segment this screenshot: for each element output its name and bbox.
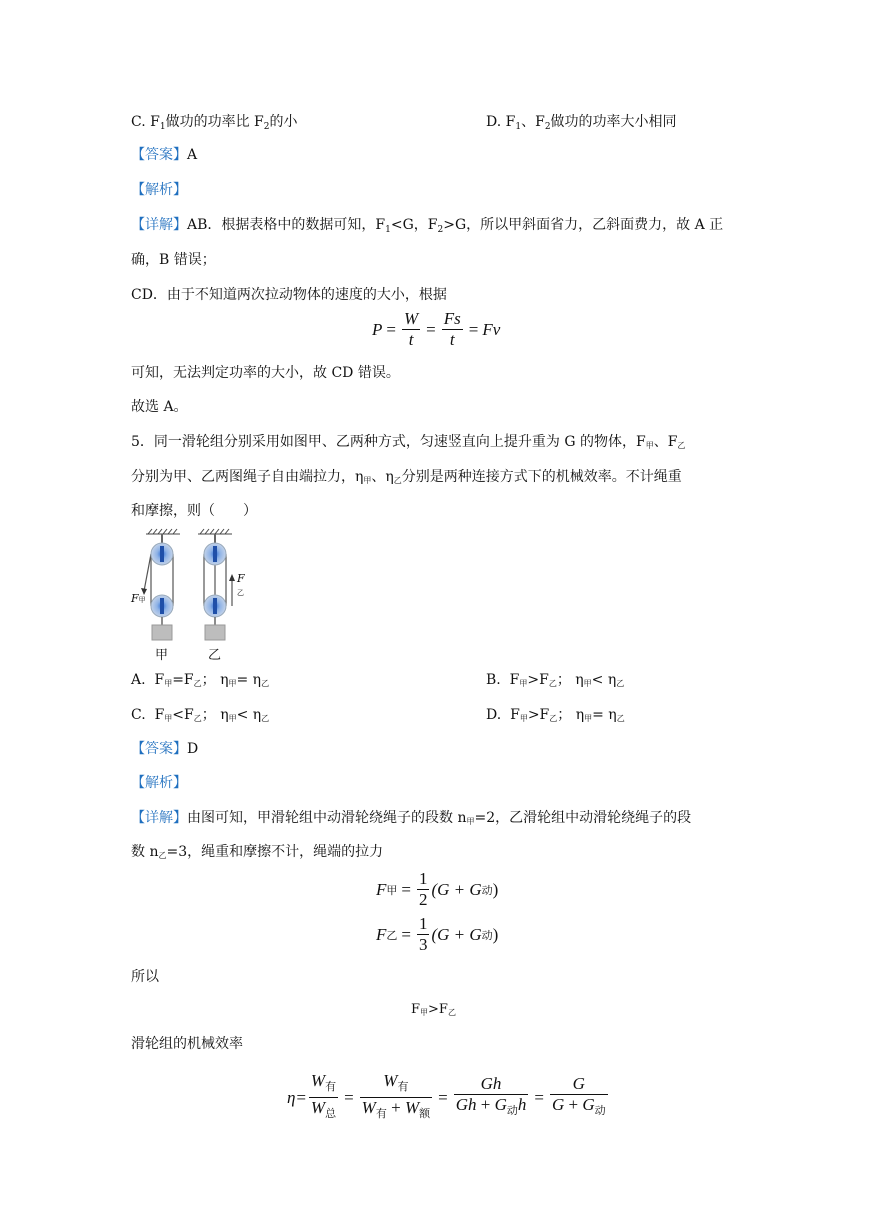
detail-line-2: 确，B 错误； [131,252,216,268]
q5-detail-line-2: 数 n乙=3，绳重和摩擦不计，绳端的拉力 [131,844,384,860]
cd-line: CD．由于不知道两次拉动物体的速度的大小，根据 [131,287,447,303]
q5-detail-line-1: 【详解】由图可知，甲滑轮组中动滑轮绕绳子的段数 n甲=2，乙滑轮组中动滑轮绕绳子的段 [131,810,692,826]
so-line: 所以 [131,969,159,985]
q5-line-1: 5．同一滑轮组分别采用如图甲、乙两种方式，匀速竖直向上提升重为 G 的物体，F甲、F乙 [131,434,686,450]
figure-label-jia: 甲 [155,648,169,663]
q5-analysis-tag: 【解析】 [131,775,187,791]
q5-option-c: C. F甲<F乙； η甲< η乙 [131,707,270,723]
compare-line: F甲>F乙 [411,1002,456,1017]
q5-line-2: 分别为甲、乙两图绳子自由端拉力，η甲、η乙分别是两种连接方式下的机械效率。不计绳重 [131,469,682,485]
option-d: D. $F_1$、$F_2$做功的功率大小相同 [486,114,677,132]
efficiency-line: 滑轮组的机械效率 [131,1036,243,1052]
q5-option-a: A. F甲=F乙； η甲= η乙 [131,672,270,688]
answer-line: 【答案】A [131,147,198,163]
option-c: C. $F_1$做功的功率比 $F_2$的小 [131,114,298,132]
q5-option-b: B. F甲>F乙； η甲< η乙 [486,672,625,688]
choose-line: 故选 A。 [131,399,188,415]
pulley-figure [130,528,245,663]
q5-answer-line: 【答案】D [131,741,199,757]
force-label-jia: F甲 [131,592,146,605]
figure-label-yi: 乙 [208,648,222,663]
analysis-tag: 【解析】 [131,182,187,198]
q5-option-d: D. F甲>F乙； η甲= η乙 [486,707,625,723]
conclusion-line: 可知，无法判定功率的大小，故 CD 错误。 [131,365,400,381]
force-label-yi: F乙 [237,572,245,597]
detail-line-1: 【详解】AB．根据表格中的数据可知，$F_1<G$，$F_2>G$，所以甲斜面省力，乙斜面费力，故 A 正 [131,217,724,235]
answer-tag: 【答案】 [131,147,187,163]
efficiency-formula: η= $\frac{W_有}{W_总}$ = $\frac{W_有}{W_有 + W_额}$ = $\frac{Gh}{Gh + G_动h}$ = $\frac{G}{G + G_动}$ [287,1071,610,1124]
force-eq-jia: F 甲 = $\frac{1}{2}$ (G + G 动 ) [376,869,499,909]
force-eq-yi: F 乙 = $\frac{1}{3}$ (G + G 动 ) [376,914,499,954]
q5-line-3: 和摩擦，则（ ） [131,503,257,519]
power-formula: P = $\frac{W}{t}$ = $\frac{Fs}{t}$ = Fv [372,309,501,349]
